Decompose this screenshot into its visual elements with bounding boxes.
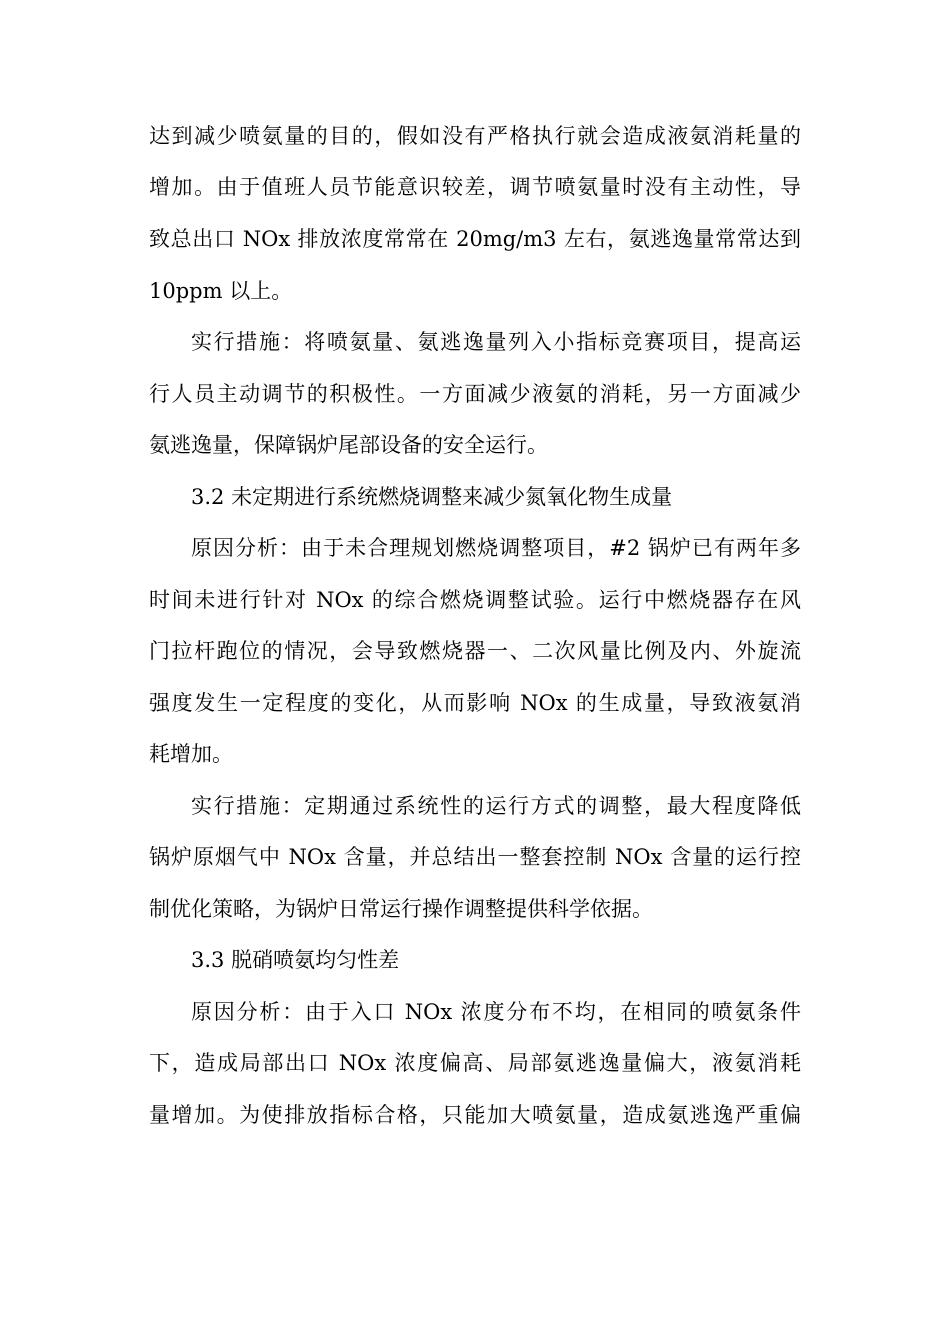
text-line: 锅炉原烟气中 NOx 含量，并总结出一整套控制 NOx 含量的运行控 xyxy=(149,845,801,869)
section-heading: 3.3 脱硝喷氨均匀性差 xyxy=(191,948,400,972)
text-line: 原因分析：由于未合理规划燃烧调整项目，#2 锅炉已有两年多 xyxy=(191,536,801,560)
text-line: 实行措施：定期通过系统性的运行方式的调整，最大程度降低 xyxy=(191,794,801,818)
text-line: 行人员主动调节的积极性。一方面减少液氨的消耗，另一方面减少 xyxy=(149,382,801,406)
text-line: 下，造成局部出口 NOx 浓度偏高、局部氨逃逸量偏大，液氨消耗 xyxy=(149,1051,801,1075)
text-line: 实行措施：将喷氨量、氨逃逸量列入小指标竞赛项目，提高运 xyxy=(191,330,801,354)
text-line: 时间未进行针对 NOx 的综合燃烧调整试验。运行中燃烧器存在风 xyxy=(149,588,801,612)
text-line: 达到减少喷氨量的目的，假如没有严格执行就会造成液氨消耗量的 xyxy=(149,124,801,148)
text-line: 强度发生一定程度的变化，从而影响 NOx 的生成量，导致液氨消 xyxy=(149,691,801,715)
text-line: 原因分析：由于入口 NOx 浓度分布不均，在相同的喷氨条件 xyxy=(191,1000,801,1024)
text-line: 增加。由于值班人员节能意识较差，调节喷氨量时没有主动性，导 xyxy=(149,175,801,199)
text-line: 制优化策略，为锅炉日常运行操作调整提供科学依据。 xyxy=(149,897,653,921)
section-heading: 3.2 未定期进行系统燃烧调整来减少氮氧化物生成量 xyxy=(191,485,673,509)
text-line: 耗增加。 xyxy=(149,742,233,766)
text-line: 氨逃逸量，保障锅炉尾部设备的安全运行。 xyxy=(149,433,548,457)
text-line: 10ppm 以上。 xyxy=(149,279,293,303)
text-line: 致总出口 NOx 排放浓度常常在 20mg/m3 左右，氨逃逸量常常达到 xyxy=(149,227,801,251)
text-line: 量增加。为使排放指标合格，只能加大喷氨量，造成氨逃逸严重偏 xyxy=(149,1103,801,1127)
text-line: 门拉杆跑位的情况，会导致燃烧器一、二次风量比例及内、外旋流 xyxy=(149,639,801,663)
